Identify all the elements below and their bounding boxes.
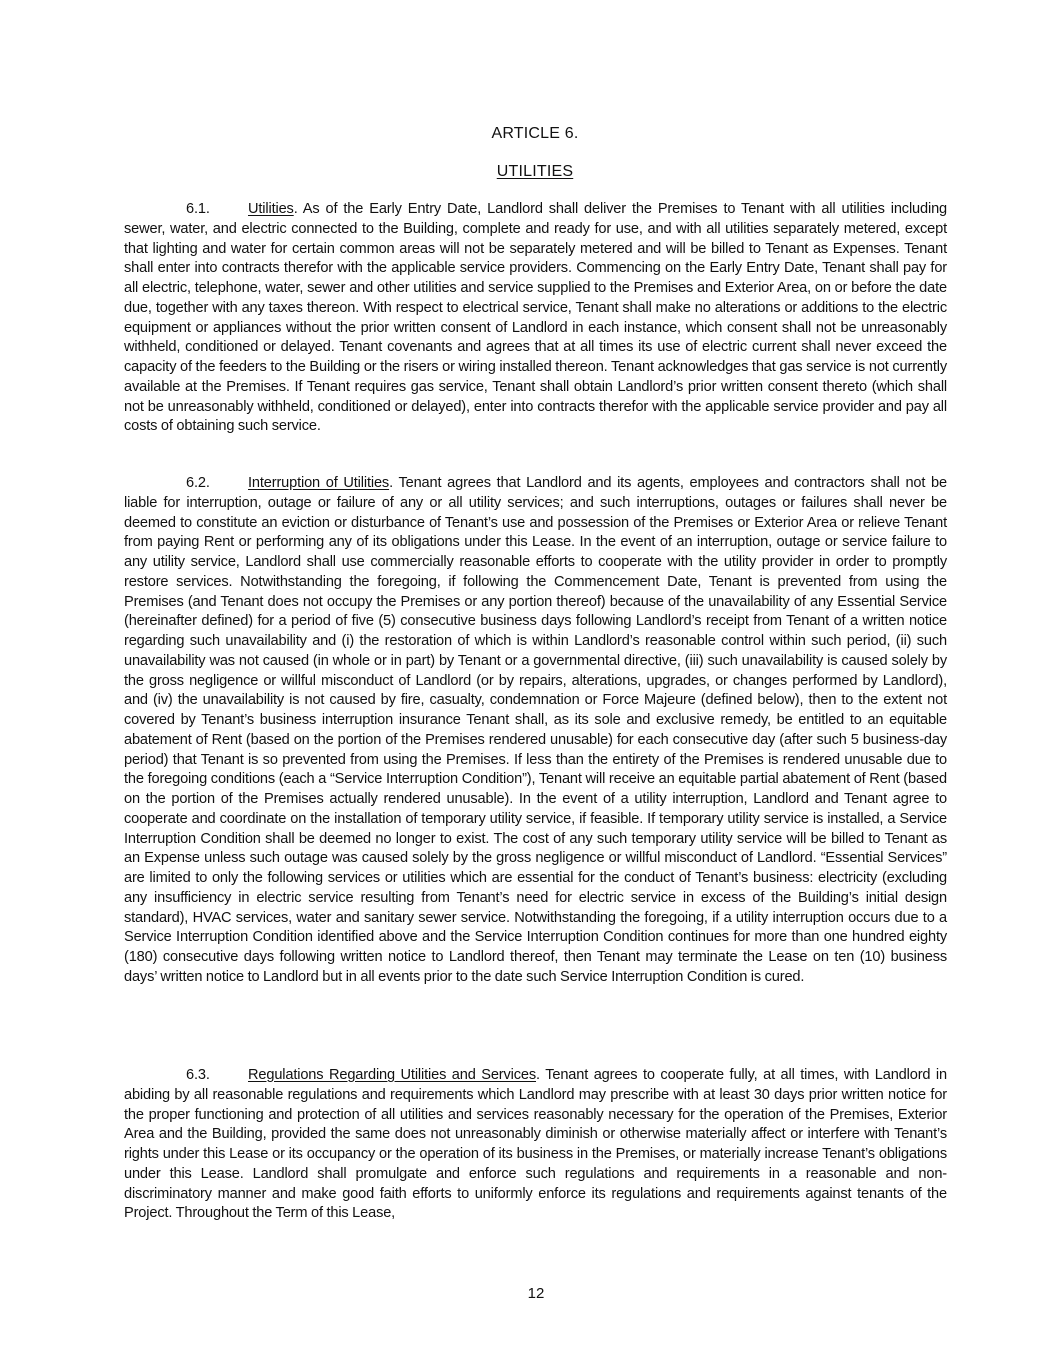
section-body: . Tenant agrees that Landlord and its agents, employees and contractors shall not be liable for interruption, outage or failure of any or all utility services; and such interruptions, outages or failures shall never be deemed to constitute an eviction or disturbance of Tenant’s use and possession of the Premises or Exterior Area or relieve Tenant from paying Rent or performing any of its obligations under this Lease. In the event of an interruption, outage or service failure to any utility service, Landlord shall use commercially reasonable efforts to cooperate with the utility provider in order to promptly restore services. Notwithstanding the foregoing, if following the Commencement Date, Tenant is prevented from using the Premises (and Tenant does not occupy the Premises or any portion thereof) because of the unavailability of any Essential Service (hereinafter defined) for a period of five (5) consecutive business days following Landlord’s receipt from Tenant of a written notice regarding such unavailability and (i) the restoration of which is within Landlord’s reasonable control within such period, (ii) such unavailability was not caused (in whole or in part) by Tenant or a governmental directive, (iii) such unavailability is caused solely by the gross negligence or willful misconduct of Landlord (or by repairs, alterations, upgrades, or changes performed by Landlord), and (iv) the unavailability is not caused by fire, casualty, condemnation or Force Majeure (defined below), then to the extent not covered by Tenant’s business interruption insurance Tenant shall, as its sole and exclusive remedy, be entitled to an equitable abatement of Rent (based on the portion of the Premises rendered unusable) for each consecutive day (after such 5 business-day period) that Tenant is so prevented from using the Premises. If less than the entirety of the Premises is rendered unusable due to the foregoing conditions (each a “Service Interruption Condition”), Tenant will receive an equitable partial abatement of Rent (based on the portion of the Premises actually rendered unusable). In the event of a utility interruption, Landlord and Tenant agree to cooperate and coordinate on the installation of temporary utility service, if feasible. If temporary utility service is installed, a Service Interruption Condition shall be deemed no longer to exist. The cost of any such temporary utility service will be billed to Tenant as an Expense unless such outage was caused solely by the gross negligence or willful misconduct of Landlord. “Essential Services” are limited to only the following services or utilities which are essential for the conduct of Tenant’s business: electricity (excluding any insufficiency in electric service resulting from Tenant’s need for electric service in excess of the Building’s initial design standard), HVAC services, water and sanitary sewer service. Notwithstanding the foregoing, if a utility interruption occurs due to a Service Interruption Condition identified above and the Service Interruption Condition continues for more than one hundred eighty (180) consecutive days following written notice to Landlord thereof, then Tenant may terminate the Lease on ten (10) business days’ written notice to Landlord but in all events prior to the date such Service Interruption Condition is cured. bbox=[124, 475, 947, 985]
section-body: . As of the Early Entry Date, Landlord shall deliver the Premises to Tenant with all utilities including sewer, water, and electric connected to the Building, complete and ready for use, and with all utilities separately metered, except that lighting and water for certain common areas will not be separately metered and will be billed to Tenant as Expenses. Tenant shall enter into contracts therefor with the applicable service providers. Commencing on the Early Entry Date, Tenant shall pay for all electric, telephone, water, sewer and other utilities and service supplied to the Premises and Exterior Area, on or before the date due, together with any taxes thereon. With respect to electrical service, Tenant shall make no alterations or additions to the electric equipment or appliances without the prior written consent of Landlord in each instance, which consent shall not be unreasonably withheld, conditioned or delayed. Tenant covenants and agrees that at all times its use of electric current shall never exceed the capacity of the feeders to the Building or the risers or wiring installed thereon. Tenant acknowledges that gas service is not currently available at the Premises. If Tenant requires gas service, Tenant shall obtain Landlord’s prior written consent thereto (which shall not be unreasonably withheld, conditioned or delayed), enter into contracts therefor with the applicable service provider and pay all costs of obtaining such service. bbox=[124, 201, 947, 435]
section-title: Interruption of Utilities bbox=[248, 475, 390, 491]
article-title bbox=[0, 163, 1055, 181]
section-body: . Tenant agrees to cooperate fully, at all times, with Landlord in abiding by all reasonable regulations and requirements which Landlord may prescribe with at least 30 days prior written notice for the proper functioning and protection of all utilities and services reasonably necessary for the operation of the Premises, Exterior Area and the Building, provided the same does not unreasonably diminish or otherwise materially affect or interfere with Tenant’s rights under this Lease or its occupancy or the operation of its business in the Premises, or materially increase Tenant’s obligations under this Lease. Landlord shall promulgate and enforce such regulations and requirements in a reasonable and non-discriminatory manner and make good faith efforts to uniformly enforce its regulations and requirements against tenants of the Project. Throughout the Term of this Lease, bbox=[124, 1067, 947, 1222]
section-6-3 bbox=[124, 1066, 947, 1224]
section-6-2 bbox=[124, 474, 947, 988]
section-title: Regulations Regarding Utilities and Services bbox=[248, 1067, 537, 1083]
article-title-text: UTILITIES bbox=[496, 163, 574, 180]
section-paragraph bbox=[124, 200, 947, 437]
section-paragraph bbox=[124, 474, 947, 988]
page-number: 12 bbox=[527, 1285, 545, 1302]
section-number: 6.3. bbox=[186, 1067, 210, 1083]
article-heading: ARTICLE 6. bbox=[491, 125, 579, 142]
section-number: 6.2. bbox=[186, 475, 210, 491]
section-number: 6.1. bbox=[186, 201, 210, 217]
section-6-1 bbox=[124, 200, 947, 437]
section-paragraph bbox=[124, 1066, 947, 1224]
section-title: Utilities bbox=[248, 201, 294, 217]
